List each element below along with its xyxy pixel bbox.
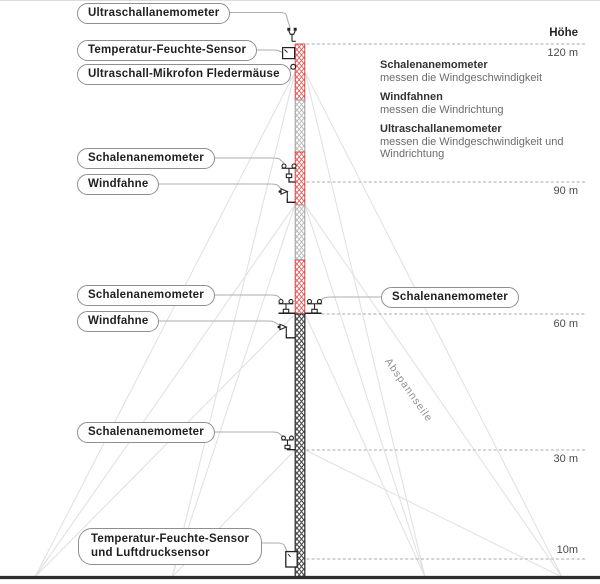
legend-term: Schalenanemometer (380, 59, 488, 71)
cup-anemometer-60m-right-icon (305, 300, 323, 314)
leader-lines (123, 13, 411, 552)
guy-wires-label: Abspannseile (382, 356, 436, 425)
label-schalenanemometer-90m: Schalenanemometer (77, 148, 215, 169)
mast-lattice-lower (295, 314, 305, 578)
label-schalenanemometer-60m-right: Schalenanemometer (381, 287, 519, 308)
legend-desc: messen die Windgeschwindigkeit (380, 72, 543, 84)
label-schalenanemometer-30m: Schalenanemometer (77, 422, 215, 443)
legend-desc: messen die Windrichtung (380, 104, 504, 116)
legend-entry-schalenanemometer (380, 59, 580, 84)
tick-60m: 60 m (553, 318, 578, 330)
tick-30m: 30 m (553, 453, 578, 465)
legend-term: Windfahnen (380, 91, 443, 103)
label-line-1: Temperatur-Feuchte-Sensor (91, 533, 250, 545)
legend-entry-windfahnen (380, 91, 580, 116)
temp-pressure-sensor-icon (286, 552, 297, 567)
tick-90m: 90 m (553, 185, 578, 197)
mast-segment-gray-1 (295, 100, 305, 152)
temp-humidity-sensor-icon (283, 48, 295, 59)
legend-term: Ultraschallanemometer (380, 123, 502, 135)
wind-vane-90m-icon (279, 189, 296, 203)
met-mast (295, 44, 305, 578)
mast-segment-gray-2 (295, 205, 305, 260)
cup-anemometer-90m-icon (282, 164, 297, 182)
label-ultraschallanemometer: Ultraschallanemometer (77, 3, 230, 24)
cup-anemometer-60m-left-icon (279, 300, 296, 314)
label-line-2: und Luftdrucksensor (91, 547, 210, 559)
label-ultraschall-mikrofon-fledermaeuse: Ultraschall-Mikrofon Fledermäuse (77, 64, 291, 85)
bat-microphone-icon (291, 64, 296, 69)
tick-120m: 120 m (547, 47, 578, 59)
tick-10m: 10m (556, 544, 578, 556)
label-windfahne-60m: Windfahne (77, 311, 159, 332)
mast-segment-red-3 (295, 260, 305, 314)
wind-vane-60m-icon (278, 324, 296, 338)
height-axis-title: Höhe (549, 27, 578, 39)
label-temperatur-feuchte-luftdruck (78, 528, 262, 565)
label-windfahne-90m: Windfahne (77, 174, 159, 195)
label-schalenanemometer-60m-left: Schalenanemometer (77, 285, 215, 306)
ultrasonic-anemometer-icon (287, 28, 296, 42)
legend-desc: messen die Windgeschwindigkeit und Windrichtung (380, 136, 564, 160)
label-temperatur-feuchte-sensor: Temperatur-Feuchte-Sensor (77, 40, 257, 61)
cup-anemometer-30m-icon (282, 436, 296, 450)
mast-segment-red-2 (295, 152, 305, 205)
mast-segment-red-1 (295, 44, 305, 100)
sensor-legend (380, 59, 580, 167)
legend-entry-ultraschallanemometer (380, 123, 580, 160)
